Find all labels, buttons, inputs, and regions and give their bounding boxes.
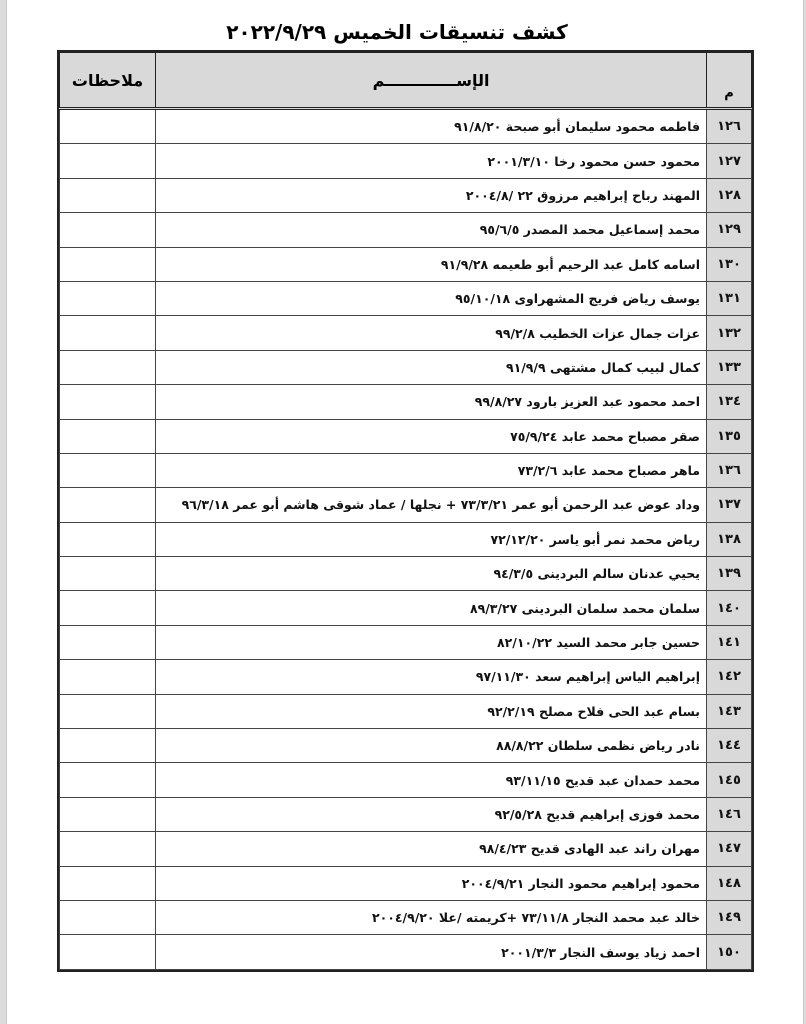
row-number: ١٤٩ xyxy=(707,900,752,934)
row-number: ١٣١ xyxy=(707,281,752,315)
table-row xyxy=(60,419,752,453)
table-row xyxy=(60,109,752,144)
row-notes xyxy=(60,109,156,144)
row-number: ١٣٩ xyxy=(707,557,752,591)
table-row xyxy=(60,178,752,212)
table-row xyxy=(60,281,752,315)
row-number: ١٤٤ xyxy=(707,729,752,763)
row-number: ١٣٦ xyxy=(707,453,752,487)
row-notes xyxy=(60,763,156,797)
table-row xyxy=(60,350,752,384)
row-notes xyxy=(60,350,156,384)
row-notes xyxy=(60,729,156,763)
row-notes xyxy=(60,247,156,281)
table-row xyxy=(60,935,752,969)
row-name: نادر رياض نظمى سلطان ٨٨/٨/٢٢ xyxy=(156,729,707,763)
row-name: محمود إبراهيم محمود النجار ٢٠٠٤/٩/٢١ xyxy=(156,866,707,900)
row-name: عزات جمال عزات الخطيب ٩٩/٢/٨ xyxy=(156,316,707,350)
table-row xyxy=(60,316,752,350)
header-number: م xyxy=(707,53,752,109)
row-notes xyxy=(60,591,156,625)
table-row xyxy=(60,488,752,522)
row-number: ١٣٢ xyxy=(707,316,752,350)
row-name: يوسف رياض فريج المشهراوى ٩٥/١٠/١٨ xyxy=(156,281,707,315)
row-notes xyxy=(60,557,156,591)
row-name: خالد عبد محمد النجار ٧٣/١١/٨ +كريمته /علا ٢٠٠٤/٩/٢٠ xyxy=(156,900,707,934)
row-number: ١٤٨ xyxy=(707,866,752,900)
row-notes xyxy=(60,385,156,419)
table-body xyxy=(60,109,752,970)
table-row xyxy=(60,247,752,281)
table-row xyxy=(60,522,752,556)
table-row xyxy=(60,213,752,247)
row-number: ١٣٣ xyxy=(707,350,752,384)
row-name: ماهر مصباح محمد عابد ٧٣/٢/٦ xyxy=(156,453,707,487)
row-name: صقر مصباح محمد عابد ٧٥/٩/٢٤ xyxy=(156,419,707,453)
table-row xyxy=(60,557,752,591)
names-table-container xyxy=(57,50,754,972)
row-number: ١٣٤ xyxy=(707,385,752,419)
header-notes: ملاحظات xyxy=(60,53,156,109)
row-notes xyxy=(60,178,156,212)
row-notes xyxy=(60,660,156,694)
table-row xyxy=(60,900,752,934)
row-notes xyxy=(60,281,156,315)
row-number: ١٣٥ xyxy=(707,419,752,453)
table-row xyxy=(60,694,752,728)
header-name: الإســـــــــــــم xyxy=(156,53,707,109)
row-name: محمود حسن محمود رخا ٢٠٠١/٣/١٠ xyxy=(156,144,707,178)
row-number: ١٤٢ xyxy=(707,660,752,694)
table-row xyxy=(60,453,752,487)
row-name: سلمان محمد سلمان البردينى ٨٩/٣/٢٧ xyxy=(156,591,707,625)
row-name: احمد زياد يوسف النجار ٢٠٠١/٣/٣ xyxy=(156,935,707,969)
table-row xyxy=(60,660,752,694)
row-name: محمد فوزى إبراهيم قديح ٩٢/٥/٢٨ xyxy=(156,797,707,831)
names-table xyxy=(59,52,752,970)
row-number: ١٥٠ xyxy=(707,935,752,969)
row-name: محمد إسماعيل محمد المصدر ٩٥/٦/٥ xyxy=(156,213,707,247)
row-notes xyxy=(60,935,156,969)
row-number: ١٣٠ xyxy=(707,247,752,281)
row-number: ١٢٧ xyxy=(707,144,752,178)
table-row xyxy=(60,385,752,419)
table-header-row xyxy=(60,53,752,109)
row-notes xyxy=(60,453,156,487)
row-name: احمد محمود عبد العزيز بارود ٩٩/٨/٢٧ xyxy=(156,385,707,419)
table-row xyxy=(60,729,752,763)
table-row xyxy=(60,832,752,866)
row-notes xyxy=(60,213,156,247)
table-row xyxy=(60,144,752,178)
row-notes xyxy=(60,832,156,866)
row-number: ١٤١ xyxy=(707,625,752,659)
row-notes xyxy=(60,144,156,178)
row-number: ١٤٣ xyxy=(707,694,752,728)
row-name: مهران راند عبد الهادى قديح ٩٨/٤/٢٣ xyxy=(156,832,707,866)
row-notes xyxy=(60,797,156,831)
row-notes xyxy=(60,694,156,728)
row-notes xyxy=(60,900,156,934)
row-name: إبراهيم الياس إبراهيم سعد ٩٧/١١/٣٠ xyxy=(156,660,707,694)
row-notes xyxy=(60,419,156,453)
table-row xyxy=(60,625,752,659)
row-name: رياض محمد نمر أبو ياسر ٧٢/١٢/٢٠ xyxy=(156,522,707,556)
row-number: ١٣٧ xyxy=(707,488,752,522)
row-name: المهند رباح إبراهيم مرزوق ٢٢ /٢٠٠٤/٨ xyxy=(156,178,707,212)
row-notes xyxy=(60,522,156,556)
table-row xyxy=(60,763,752,797)
table-row xyxy=(60,866,752,900)
row-name: كمال لبيب كمال مشتهى ٩١/٩/٩ xyxy=(156,350,707,384)
row-name: وداد عوض عبد الرحمن أبو عمر ٧٣/٣/٢١ + نجلها / عماد شوقى هاشم أبو عمر ٩٦/٣/١٨ xyxy=(156,488,707,522)
row-name: فاطمه محمود سليمان أبو صبحة ٩١/٨/٢٠ xyxy=(156,109,707,144)
row-number: ١٢٨ xyxy=(707,178,752,212)
row-name: اسامه كامل عبد الرحيم أبو طعيمه ٩١/٩/٢٨ xyxy=(156,247,707,281)
row-name: بسام عبد الحى فلاح مصلح ٩٢/٢/١٩ xyxy=(156,694,707,728)
row-number: ١٤٠ xyxy=(707,591,752,625)
table-row xyxy=(60,591,752,625)
row-name: يحيي عدنان سالم البردينى ٩٤/٣/٥ xyxy=(156,557,707,591)
row-name: حسين جابر محمد السيد ٨٢/١٠/٢٢ xyxy=(156,625,707,659)
row-number: ١٢٩ xyxy=(707,213,752,247)
row-number: ١٣٨ xyxy=(707,522,752,556)
row-number: ١٤٦ xyxy=(707,797,752,831)
row-notes xyxy=(60,316,156,350)
row-notes xyxy=(60,488,156,522)
row-name: محمد حمدان عبد قديح ٩٣/١١/١٥ xyxy=(156,763,707,797)
row-number: ١٢٦ xyxy=(707,109,752,144)
row-number: ١٤٥ xyxy=(707,763,752,797)
row-notes xyxy=(60,866,156,900)
row-number: ١٤٧ xyxy=(707,832,752,866)
table-row xyxy=(60,797,752,831)
page-title: كشف تنسيقات الخميس ٢٠٢٢/٩/٢٩ xyxy=(226,20,568,44)
row-notes xyxy=(60,625,156,659)
